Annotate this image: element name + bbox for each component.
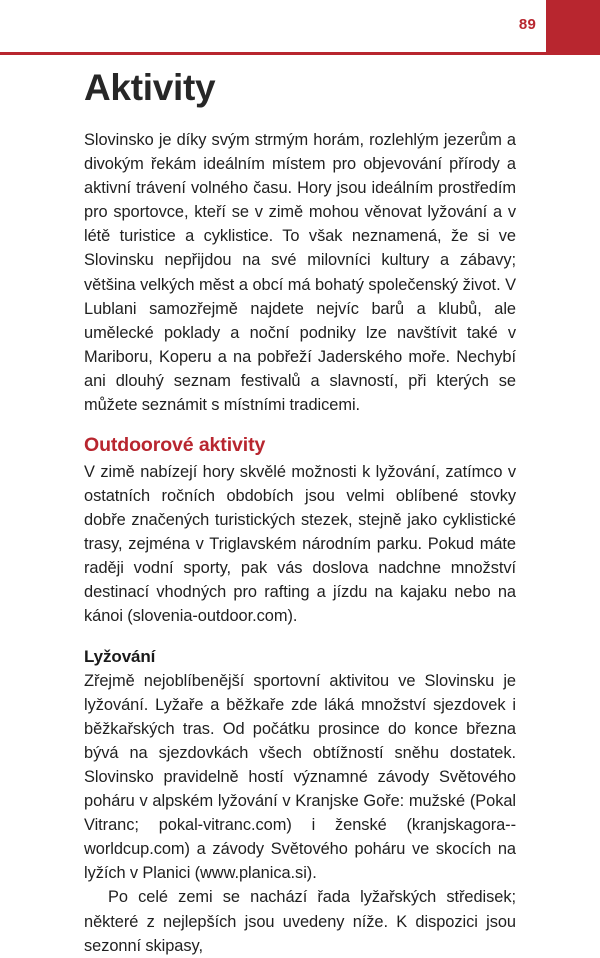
subsection-paragraph-skiing-2: Po celé zemi se nachází řada lyžařských středisek; některé z nejlepších jsou uvedeny níže. K dispozici jsou sezonní skipasy, xyxy=(84,888,516,955)
page-title: Aktivity xyxy=(84,67,216,108)
section-heading-outdoor-activities: Outdoorové aktivity xyxy=(84,434,266,457)
subsection-paragraph-skiing-1: Zřejmě nejoblíbenější sportovní aktivitou ve Slovinsku je lyžování. Lyžaře a běžkaře zde láká množství sjezdovek i běžkařských tras. Od počátku prosince do konce března bývá na sjezdovkách všech obtížností sněhu dostatek. Slovinsko pravidelně hostí významné závody Světového poháru v alpském lyžování v Kranjske Goře: mužské (Pokal Vitranc; pokal-vitranc.com) i ženské (kranjskagora--worldcup.com) a závody Světového poháru ve skocích na lyžích v Planici (www.planica.si). xyxy=(84,671,516,883)
header-accent-block xyxy=(546,0,600,54)
spacer xyxy=(84,417,516,435)
intro-paragraph: Slovinsko je díky svým strmým horám, rozlehlým jezerům a divokým řekám ideálním místem pro objevování přírody a aktivní trávení volného času. Hory jsou ideálním prostředím pro sportovce, kteří se v zimě mohou věnovat lyžování a v létě turistice a cyklistice. To však neznamená, že si ve Slovinsku nepřijdou na své milovníci kultury a zábavy; většina velkých měst a obcí má bohatý společenský život. V Lublani samozřejmě najdete nejvíc barů a klubů, ale umělecké poklady a noční podniky lze navštívit také v Mariboru, Koperu a na pobřeží Jaderského moře. Nechybí ani dlouhý seznam festivalů a slavností, při kterých se můžete seznámit s místními tradicemi. xyxy=(84,130,516,414)
spacer xyxy=(84,108,516,128)
page-number: 89 xyxy=(518,16,536,33)
subsection-heading-skiing: Lyžování xyxy=(84,646,156,666)
section-paragraph-outdoor-activities: V zimě nabízejí hory skvělé možnosti k lyžování, zatímco v ostatních ročních obdobích jsou velmi oblíbené stovky dobře značených turistických stezek, stejně jako cyklistické trasy, zejména v Triglavském národním parku. Pokud máte raději vodní sporty, pak vás doslova nadchne množství destinací vhodných pro rafting a jízdu na kajaku nebo na kánoi (slovenia-outdoor.com). xyxy=(84,462,516,626)
spacer xyxy=(84,629,516,647)
page-content xyxy=(84,54,516,958)
page-header xyxy=(0,0,600,54)
